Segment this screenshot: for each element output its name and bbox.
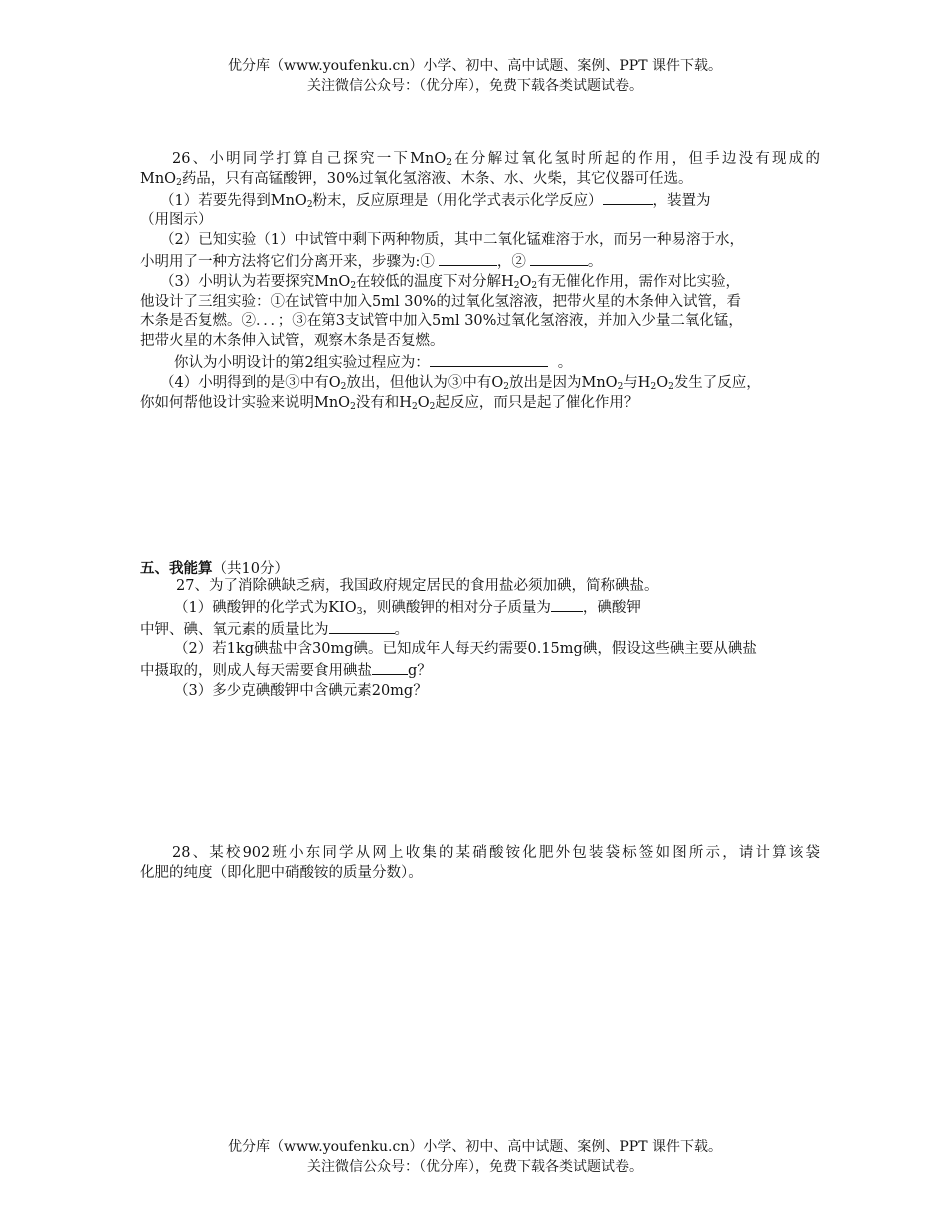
q27-line-1: 27、为了消除碘缺乏病，我国政府规定居民的食用盐必须加碘，简称碘盐。	[176, 578, 659, 594]
q27-line-6: （3）多少克碘酸钾中含碘元素20mg？	[174, 682, 428, 699]
q26-line-5: （2）已知实验（1）中试管中剩下两种物质，其中二氧化锰难溶于水，而另一种易溶于水，	[160, 232, 744, 249]
question-26	[140, 150, 820, 413]
page-footer	[0, 1137, 950, 1177]
q26-line-8: 他设计了三组实验：①在试管中加入5ml 30%的过氧化氢溶液，把带火星的木条伸入试管，看	[140, 293, 741, 310]
answer-blank[interactable]	[530, 251, 588, 266]
q27-line-2: （1）碘酸钾的化学式为$KIO_3$，则碘酸钾的相对分子质量为 ，碘酸钾	[140, 597, 820, 619]
footer-line-2: 关注微信公众号：（优分库），免费下载各类试题试卷。	[307, 1159, 643, 1175]
q26-line-11: 你认为小明设计的第2组实验过程应为： 。	[140, 352, 820, 374]
q26-line-2: MnO$_2$药品，只有高锰酸钾，30%过氧化氢溶液、木条、水、火柴，其它仪器可任选。	[140, 170, 693, 188]
header-line-2: 关注微信公众号：（优分库），免费下载各类试题试卷。	[307, 78, 643, 94]
page-header	[0, 56, 950, 96]
question-28	[140, 844, 820, 884]
q26-line-1: 26、小明同学打算自己探究一下MnO$_2$在分解过氧化氢时所起的作用，但手边没有现成的	[172, 151, 820, 168]
q26-line-10: 把带火星的木条伸入试管，观察木条是否复燃。	[140, 333, 445, 350]
q27-line-5: 中摄取的，则成人每天需要食用碘盐 g？	[140, 660, 820, 682]
q26-line-4: （用图示）	[140, 212, 213, 229]
q27-line-4: （2）若1kg碘盐中含30mg碘。已知成年人每天约需要0.15mg碘，假设这些碘主要从碘盐	[174, 641, 757, 658]
header-line-1: 优分库（www.youfenku.cn）小学、初中、高中试题、案例、PPT 课件下载。	[227, 58, 722, 74]
q26-line-3: （1）若要先得到MnO$_2$粉末，反应原理是（用化学式表示化学反应） ，装置为	[140, 190, 820, 212]
section-5-heading	[140, 557, 820, 578]
q26-line-6: 小明用了一种方法将它们分离开来，步骤为:① ，② 。	[140, 251, 820, 273]
q26-line-7: （3）小明认为若要探究MnO$_2$在较低的温度下对分解$H_2O_2$有无催化作用，需作对比实验，	[160, 273, 741, 291]
answer-blank[interactable]	[329, 619, 395, 634]
answer-blank[interactable]	[551, 597, 583, 612]
q28-line-2: 化肥的纯度（即化肥中硝酸铵的质量分数）。	[140, 864, 423, 881]
answer-blank[interactable]	[603, 190, 653, 205]
answer-blank[interactable]	[372, 660, 408, 675]
answer-blank[interactable]	[439, 251, 497, 266]
q26-line-12: （4）小明得到的是③中有$O_2$放出，但他认为③中有$O_2$放出是因为MnO$_2$与$H_2O_2$发生了反应，	[160, 374, 761, 392]
question-27	[140, 577, 820, 702]
q28-line-1: 28、某校902班小东同学从网上收集的某硝酸铵化肥外包装袋标签如图所示，请计算该袋	[172, 845, 820, 861]
section-points: （共10分）	[212, 561, 289, 577]
q27-line-3: 中钾、碘、氧元素的质量比为 。	[140, 619, 820, 641]
section-title: 五、我能算	[140, 560, 213, 577]
answer-blank[interactable]	[430, 352, 548, 367]
q26-line-9: 木条是否复燃。②．．．；③在第3支试管中加入5ml 30%过氧化氢溶液，并加入少量二氧化锰，	[140, 313, 743, 330]
q26-line-13: 你如何帮他设计实验来说明MnO$_2$没有和$H_2O_2$起反应，而只是起了催化作用？	[140, 394, 639, 412]
footer-line-1: 优分库（www.youfenku.cn）小学、初中、高中试题、案例、PPT 课件下载。	[227, 1139, 722, 1155]
